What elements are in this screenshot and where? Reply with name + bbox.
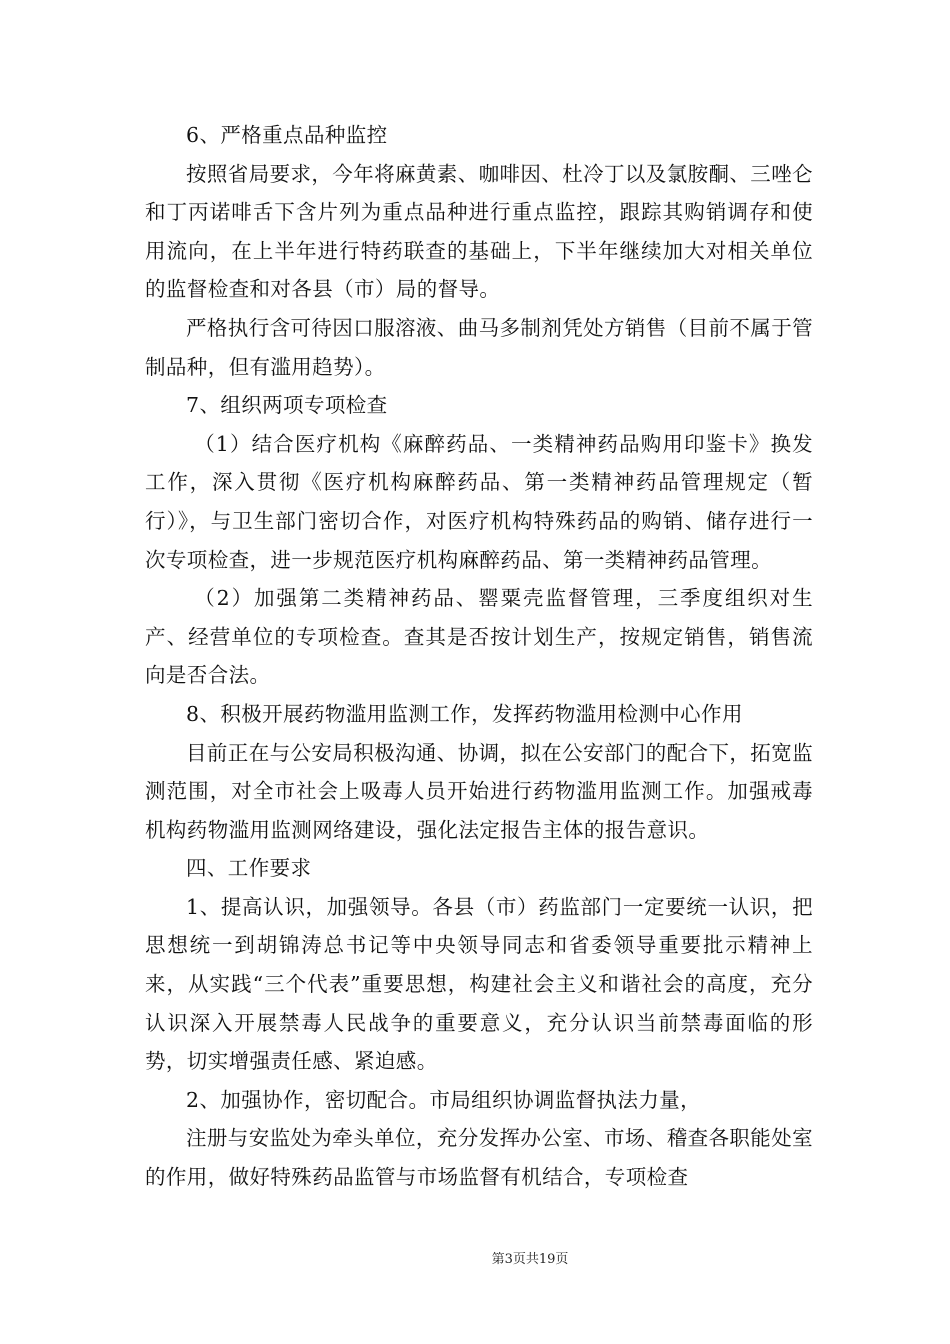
paragraph-requirement-2-cont: 注册与安监处为牵头单位，充分发挥办公室、市场、稽查各职能处室的作用，做好特殊药品监管与市场监督有机结合，专项检查 xyxy=(145,1126,813,1190)
paragraph-inspection-1: （1）结合医疗机构《麻醉药品、一类精神药品购用印鉴卡》换发工作，深入贯彻《医疗机构麻醉药品、第一类精神药品管理规定（暂行）》，与卫生部门密切合作，对医疗机构特殊药品的购销、储存进行一次专项检查，进一步规范医疗机构麻醉药品、第一类精神药品管理。 xyxy=(145,431,813,572)
paragraph-inspection-2: （2）加强第二类精神药品、罂粟壳监督管理，三季度组织对生产、经营单位的专项检查。查其是否按计划生产，按规定销售，销售流向是否合法。 xyxy=(145,586,813,688)
paragraph-requirement-1: 1、提高认识，加强领导。各县（市）药监部门一定要统一认识，把思想统一到胡锦涛总书记等中央领导同志和省委领导重要批示精神上来，从实践“三个代表”重要思想，构建社会主义和谐社会的高度，充分认识深入开展禁毒人民战争的重要意义，充分认识当前禁毒面临的形势，切实增强责任感、紧迫感。 xyxy=(145,894,813,1074)
document-body xyxy=(145,116,813,1197)
paragraph-prescription-sales: 严格执行含可待因口服溶液、曲马多制剂凭处方销售（目前不属于管制品种，但有滥用趋势）。 xyxy=(145,315,813,379)
page-number-footer: 第3页共19页 xyxy=(491,1252,569,1267)
heading-8-abuse-monitoring: 8、积极开展药物滥用监测工作，发挥药物滥用检测中心作用 xyxy=(186,701,743,726)
heading-7-special-inspections: 7、组织两项专项检查 xyxy=(186,393,388,418)
paragraph-abuse-monitoring: 目前正在与公安局积极沟通、协调，拟在公安部门的配合下，拓宽监测范围，对全市社会上吸毒人员开始进行药物滥用监测工作。加强戒毒机构药物滥用监测网络建设，强化法定报告主体的报告意识。 xyxy=(145,740,813,842)
paragraph-key-monitoring: 按照省局要求，今年将麻黄素、咖啡因、杜冷丁以及氯胺酮、三唑仑和丁丙诺啡舌下含片列为重点品种进行重点监控，跟踪其购销调存和使用流向，在上半年进行特药联查的基础上，下半年继续加大对相关单位的监督检查和对各县（市）局的督导。 xyxy=(145,161,813,302)
heading-4-work-requirements: 四、工作要求 xyxy=(186,856,312,881)
heading-6-key-varieties: 6、严格重点品种监控 xyxy=(186,123,388,147)
paragraph-requirement-2: 2、加强协作，密切配合。市局组织协调监督执法力量， xyxy=(186,1087,702,1112)
